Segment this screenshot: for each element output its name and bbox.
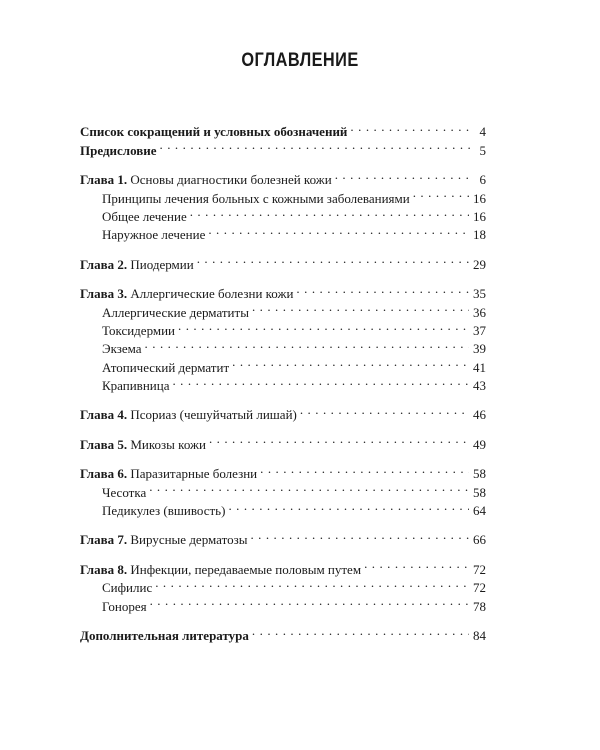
toc-entry-title: Крапивница	[102, 378, 170, 394]
dot-leader	[350, 118, 470, 136]
page-number: 72	[473, 580, 486, 596]
toc-entry-title: Наружное лечение	[102, 227, 206, 243]
toc-entry-title: Гонорея	[102, 598, 147, 614]
page-number: 6	[479, 172, 486, 188]
toc-entry-title: Принципы лечения больных с кожными заболеваниями	[102, 190, 410, 206]
dot-leader	[250, 526, 469, 544]
toc-entry-label	[80, 171, 335, 189]
page-number: 18	[473, 227, 486, 243]
toc-group	[80, 166, 486, 243]
toc-entry[interactable]	[80, 401, 486, 423]
page-number: 5	[479, 142, 486, 158]
page-number: 64	[473, 503, 486, 519]
chapter-number: Глава 2.	[80, 256, 128, 272]
dot-leader	[252, 622, 469, 640]
toc-group	[80, 622, 486, 643]
dot-leader	[155, 574, 469, 592]
chapter-number: Глава 6.	[80, 466, 128, 482]
toc-entry-label	[80, 142, 160, 160]
dot-leader	[228, 497, 469, 515]
dot-leader	[296, 280, 469, 298]
page-title: ОГЛАВЛЕНИЕ	[241, 50, 359, 71]
chapter-number: Глава 1.	[80, 172, 128, 188]
table-of-contents	[80, 118, 486, 651]
toc-entry[interactable]	[80, 166, 486, 188]
dot-leader	[413, 184, 469, 202]
toc-entry[interactable]	[80, 250, 486, 272]
dot-leader	[190, 203, 469, 221]
toc-entry-title: Вирусные дерматозы	[130, 532, 248, 548]
toc-group	[80, 401, 486, 423]
page-number: 78	[473, 598, 486, 614]
page-number: 39	[473, 341, 486, 357]
toc-entry-title: Аллергические дерматиты	[102, 304, 249, 320]
page-number: 58	[473, 484, 486, 500]
chapter-number: Глава 5.	[80, 436, 128, 452]
dot-leader	[197, 250, 469, 268]
dot-leader	[252, 298, 469, 316]
toc-entry-title: Экзема	[102, 341, 142, 357]
toc-entry-label	[102, 226, 208, 244]
page-number: 4	[479, 124, 486, 140]
dot-leader	[149, 478, 469, 496]
page-number: 41	[473, 359, 486, 375]
dot-leader	[178, 317, 469, 335]
toc-entry-title: Псориаз (чешуйчатый лишай)	[130, 407, 297, 423]
toc-entry-title: Предисловие	[80, 142, 157, 158]
toc-group	[80, 460, 486, 519]
toc-entry[interactable]	[80, 280, 486, 302]
toc-entry-label	[80, 406, 300, 424]
toc-entry-label	[102, 579, 155, 597]
toc-entry-label	[102, 340, 145, 358]
toc-entry[interactable]	[80, 118, 486, 140]
toc-entry-label	[80, 531, 250, 549]
dot-leader	[209, 430, 469, 448]
page-number: 84	[473, 627, 486, 643]
toc-group	[80, 250, 486, 272]
toc-entry-title: Чесотка	[102, 484, 147, 500]
dot-leader	[335, 166, 470, 184]
toc-group	[80, 118, 486, 158]
toc-entry-label	[102, 502, 228, 520]
toc-entry-title: Токсидермии	[102, 322, 176, 338]
dot-leader	[364, 555, 469, 573]
dot-leader	[232, 353, 469, 371]
dot-leader	[260, 460, 469, 478]
chapter-number: Глава 7.	[80, 532, 128, 548]
chapter-number: Глава 4.	[80, 407, 128, 423]
toc-entry-label	[102, 598, 150, 616]
toc-entry[interactable]	[80, 430, 486, 452]
toc-entry[interactable]	[80, 526, 486, 548]
page-number: 29	[473, 256, 486, 272]
chapter-number: Глава 8.	[80, 561, 128, 577]
toc-entry-title: Дополнительная литература	[80, 627, 249, 643]
page-number: 35	[473, 286, 486, 302]
dot-leader	[145, 335, 469, 353]
toc-entry-title: Аллергические болезни кожи	[130, 286, 294, 302]
page-number: 66	[473, 532, 486, 548]
toc-entry-title: Педикулез (вшивость)	[102, 503, 226, 519]
toc-entry-title: Атопический дерматит	[102, 359, 230, 375]
toc-entry-title: Общее лечение	[102, 208, 187, 224]
toc-entry-label	[80, 627, 252, 645]
page-number: 72	[473, 561, 486, 577]
page-number: 16	[473, 190, 486, 206]
toc-entry[interactable]	[80, 555, 486, 577]
page-number: 58	[473, 466, 486, 482]
toc-entry-label	[102, 377, 172, 395]
dot-leader	[208, 221, 469, 239]
toc-entry-title: Микозы кожи	[130, 436, 206, 452]
dot-leader	[172, 372, 469, 390]
toc-group	[80, 526, 486, 548]
toc-entry-title: Пиодермии	[130, 256, 194, 272]
page-number: 46	[473, 407, 486, 423]
dot-leader	[150, 592, 469, 610]
toc-entry[interactable]	[80, 460, 486, 482]
dot-leader	[160, 136, 470, 154]
toc-entry-label	[102, 484, 149, 502]
page-number: 49	[473, 436, 486, 452]
page-number: 37	[473, 322, 486, 338]
page-number: 43	[473, 378, 486, 394]
toc-group	[80, 430, 486, 452]
toc-group	[80, 555, 486, 614]
toc-group	[80, 280, 486, 394]
toc-entry-title: Сифилис	[102, 580, 153, 596]
page-number: 36	[473, 304, 486, 320]
toc-entry-label	[102, 208, 190, 226]
page-number: 16	[473, 208, 486, 224]
dot-leader	[300, 401, 469, 419]
toc-entry-title: Список сокращений и условных обозначений	[80, 124, 348, 140]
toc-entry-title: Основы диагностики болезней кожи	[130, 172, 332, 188]
toc-entry-title: Паразитарные болезни	[130, 466, 258, 482]
toc-entry-title: Инфекции, передаваемые половым путем	[130, 561, 362, 577]
toc-entry-label	[80, 256, 197, 274]
toc-entry[interactable]	[80, 622, 486, 643]
toc-entry-label	[80, 436, 209, 454]
chapter-number: Глава 3.	[80, 286, 128, 302]
